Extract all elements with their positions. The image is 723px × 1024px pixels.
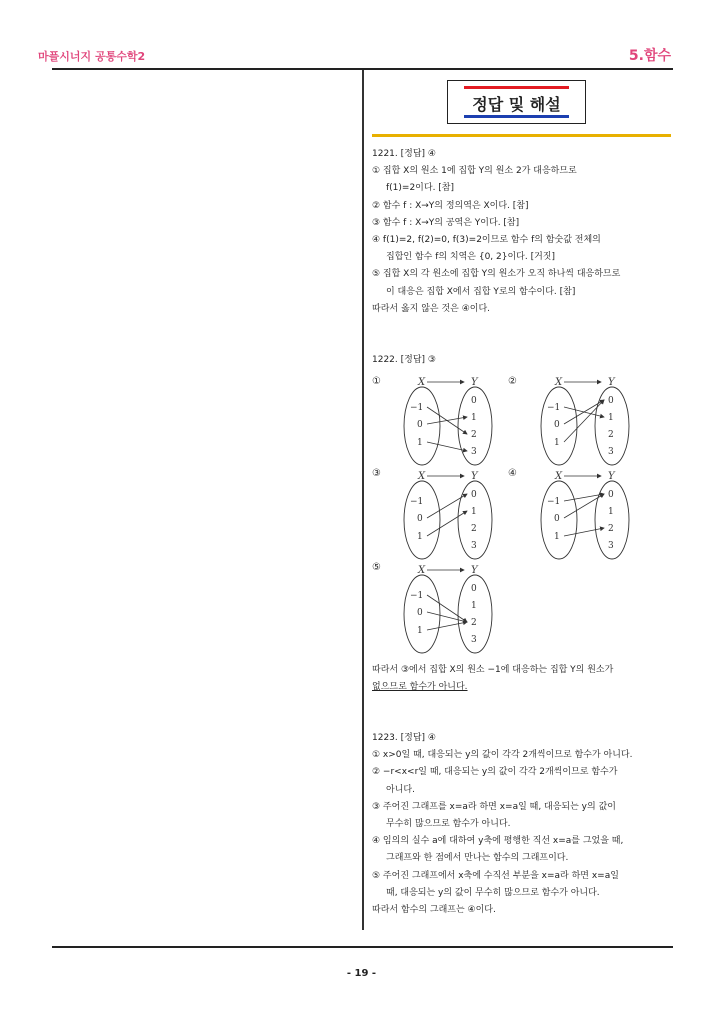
q1222-head: 1222. [정답] ③ [372, 355, 436, 365]
x-element: 1 [417, 438, 423, 448]
y-element: 2 [608, 430, 614, 440]
x-element: 0 [417, 514, 423, 524]
q1223-head: 1223. [정답] ④ [372, 733, 436, 743]
q1223-line: ① x>0일 때, 대응되는 y의 값이 각각 2개씩이므로 함수가 아니다. [372, 750, 633, 761]
set-y-label: Y [608, 471, 615, 482]
y-element: 3 [471, 541, 477, 551]
q1221-line: ① 집합 X의 원소 1에 집합 Y의 원소 2가 대응하므로 [372, 166, 577, 177]
option-1-label: ① [372, 376, 381, 387]
q1221-line: f(1)=2이다. [참] [386, 183, 455, 194]
answer-title-box [447, 80, 586, 124]
y-element: 1 [608, 507, 614, 517]
x-element: −1 [410, 403, 424, 413]
y-element: 2 [471, 524, 477, 534]
solution-1221 [372, 146, 682, 318]
q1223-line: ② −r<x<r일 때, 대응되는 y의 값이 각각 2개씩이므로 함수가 [372, 767, 618, 778]
x-element: −1 [547, 497, 561, 507]
mapping-diagram-2 [537, 376, 637, 466]
q1223-line: 무수히 많으므로 함수가 아니다. [386, 819, 511, 830]
set-x-label: X [418, 471, 426, 482]
set-y-label: Y [471, 471, 478, 482]
q1221-line: 따라서 옳지 않은 것은 ④이다. [372, 303, 491, 314]
x-element: 0 [417, 420, 423, 430]
y-element: 3 [471, 447, 477, 457]
option-4-label: ④ [508, 468, 517, 479]
option-5-label: ⑤ [372, 562, 381, 573]
set-y-label: Y [471, 377, 478, 388]
page-number: - 19 - [346, 968, 377, 979]
y-element: 0 [608, 396, 614, 406]
q1222-conclusion-line: 따라서 ③에서 집합 X의 원소 −1에 대응하는 집합 Y의 원소가 [372, 665, 614, 675]
set-x-label: X [555, 377, 563, 388]
q1223-line: 그래프와 한 점에서 만나는 함수의 그래프이다. [386, 853, 569, 864]
y-element: 3 [471, 635, 477, 645]
mapping-arrow [427, 442, 467, 451]
y-element: 0 [471, 396, 477, 406]
mapping-arrow [427, 612, 467, 622]
mapping-arrow [564, 528, 604, 536]
answer-title: 정답 및 해설 [472, 95, 561, 114]
q1222-conclusion-line: 없으므로 함수가 아니다. [372, 682, 468, 693]
q1223-line: ③ 주어진 그래프를 x=a라 하면 x=a일 때, 대응되는 y의 값이 [372, 801, 616, 812]
q1222-head-wrap [372, 352, 682, 369]
x-element: −1 [410, 497, 424, 507]
mapping-arrow [564, 400, 604, 424]
title-blue-bar [464, 115, 569, 118]
q1221-head: 1221. [정답] ④ [372, 149, 436, 159]
set-y-label: Y [608, 377, 615, 388]
footer-rule [52, 946, 673, 948]
q1221-line: 집합인 함수 f의 치역은 {0, 2}이다. [거짓] [386, 252, 556, 263]
y-element: 2 [471, 618, 477, 628]
q1223-line: 때, 대응되는 y의 값이 무수히 많으므로 함수가 아니다. [386, 887, 600, 898]
x-element: 1 [554, 438, 560, 448]
y-element: 0 [471, 490, 477, 500]
y-element: 2 [608, 524, 614, 534]
x-element: 0 [554, 514, 560, 524]
mapping-diagram-4 [537, 470, 637, 560]
mapping-diagram-1 [400, 376, 500, 466]
set-x-label: X [555, 471, 563, 482]
gold-rule [372, 134, 671, 137]
option-3-label: ③ [372, 468, 381, 479]
x-element: 0 [417, 608, 423, 618]
q1223-line: ④ 임의의 실수 a에 대하여 y축에 평행한 직선 x=a를 그었을 때, [372, 836, 624, 847]
q1221-line: ④ f(1)=2, f(2)=0, f(3)=2이므로 함수 f의 함숫값 전체의 [372, 235, 601, 246]
q1221-line: ⑤ 집합 X의 각 원소에 집합 Y의 원소가 오직 하나씩 대응하므로 [372, 269, 621, 280]
y-element: 1 [471, 413, 477, 423]
q1223-line: 따라서 함수의 그래프는 ④이다. [372, 905, 496, 916]
set-x-label: X [418, 565, 426, 576]
q1223-line: 아니다. [386, 784, 415, 795]
q1222-conclusion [372, 662, 682, 696]
x-element: 0 [554, 420, 560, 430]
y-element: 0 [471, 584, 477, 594]
y-element: 2 [471, 430, 477, 440]
x-element: −1 [547, 403, 561, 413]
x-element: 1 [554, 532, 560, 542]
q1221-line: ③ 함수 f : X→Y의 공역은 Y이다. [참] [372, 217, 520, 228]
y-element: 1 [471, 601, 477, 611]
mapping-arrow [427, 595, 467, 622]
x-element: −1 [410, 591, 424, 601]
y-element: 0 [608, 490, 614, 500]
title-red-bar [464, 86, 569, 89]
header-book-title: 마플시너지 공통수학2 [38, 50, 146, 63]
y-element: 3 [608, 541, 614, 551]
header-chapter: 5.함수 [628, 48, 671, 64]
y-element: 1 [608, 413, 614, 423]
mapping-arrow [427, 622, 467, 630]
solution-1223 [372, 730, 682, 919]
x-element: 1 [417, 626, 423, 636]
y-element: 3 [608, 447, 614, 457]
q1223-line: ⑤ 주어진 그래프에서 x축에 수직선 부분을 x=a라 하면 x=a일 [372, 870, 619, 881]
set-x-label: X [418, 377, 426, 388]
set-y-label: Y [471, 565, 478, 576]
q1221-line: ② 함수 f : X→Y의 정의역은 X이다. [참] [372, 200, 529, 211]
q1221-line: 이 대응은 집합 X에서 집합 Y로의 함수이다. [참] [386, 286, 576, 297]
x-element: 1 [417, 532, 423, 542]
column-divider [362, 70, 364, 930]
mapping-arrow [427, 417, 467, 424]
mapping-arrow [564, 400, 604, 442]
y-element: 1 [471, 507, 477, 517]
mapping-diagram-3 [400, 470, 500, 560]
mapping-diagram-5 [400, 564, 500, 654]
option-2-label: ② [508, 376, 517, 387]
